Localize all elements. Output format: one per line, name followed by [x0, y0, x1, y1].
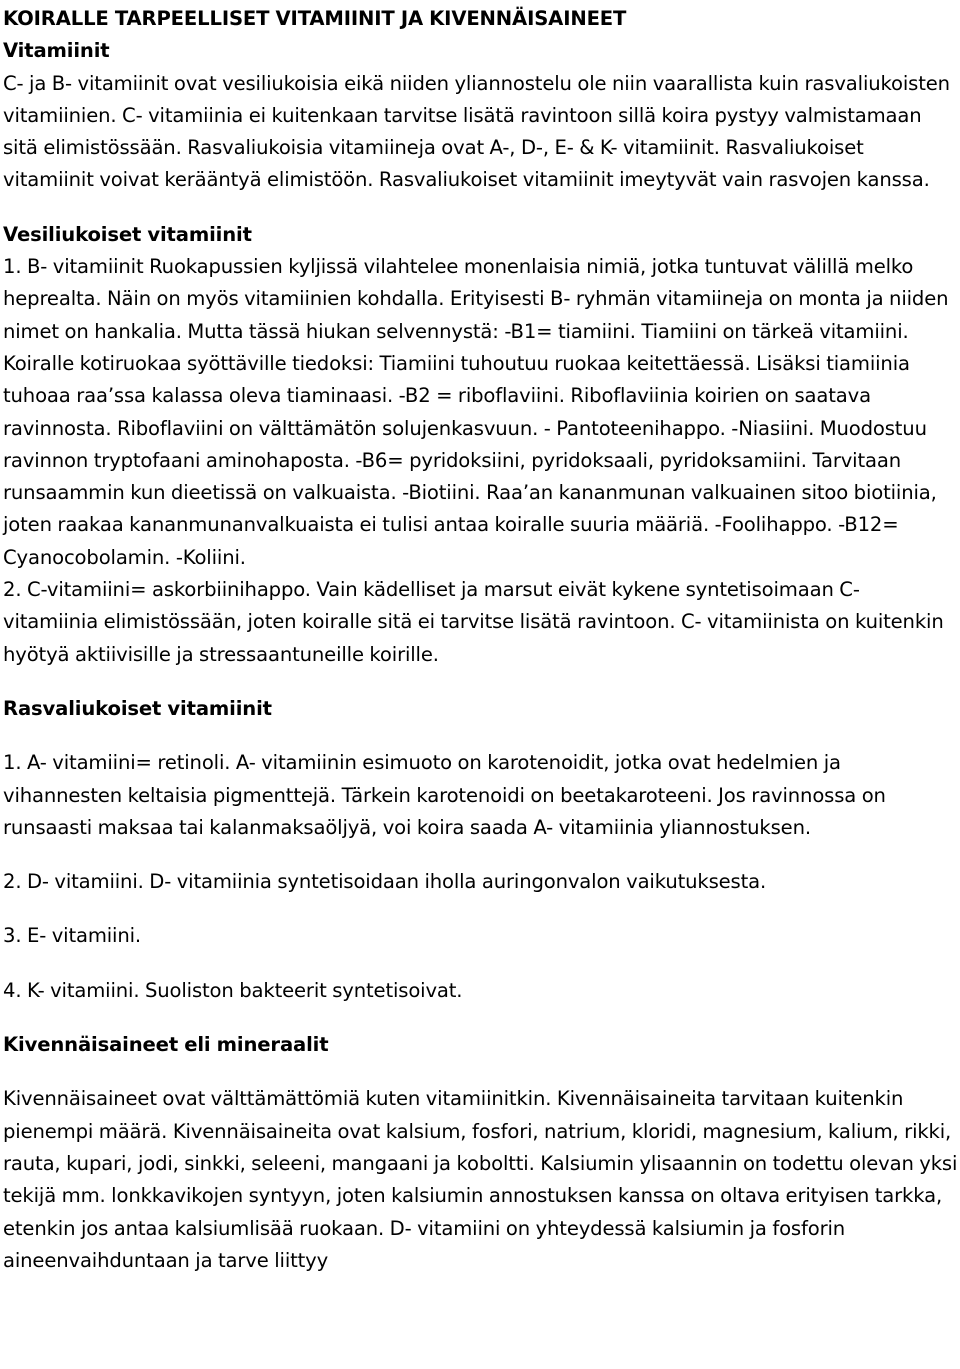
minerals-heading: Kivennäisaineet eli mineraalit — [3, 1033, 329, 1057]
fat-soluble-e-paragraph: 3. E- vitamiini. — [3, 924, 141, 948]
fat-soluble-k-paragraph: 4. K- vitamiini. Suoliston bakteerit syntetisoivat. — [3, 978, 463, 1002]
vitamins-heading: Vitamiinit — [3, 39, 110, 63]
document-title: KOIRALLE TARPEELLISET VITAMIINIT JA KIVENNÄISAINEET — [3, 7, 627, 30]
water-soluble-b-paragraph: 1. B- vitamiinit Ruokapussien kyljissä vilahtelee monenlaisia nimiä, jotka tuntuvat välillä melko heprealta. Näin on myös vitamiinien kohdalla. Erityisesti B- ryhmän vitamiineja on monta ja niiden nimet on hankalia. Mutta tässä hiukan selvennystä: -B1= tiamiini. Tiamiini on tärkeä vitamiini. Koiralle kotiruokaa syöttäville tiedoksi: Tiamiini tuhoutuu ruokaa keitettäessä. Lisäksi tiamiinia tuhoaa raa’ssa kalassa oleva tiaminaasi. -B2 = riboflaviini. Riboflaviinia koirien on saatava ravinnosta. Riboflaviini on välttämätön solujenkasvuun. - Pantoteenihappo. -Niasiini. Muodostuu ravinnon tryptofaani aminohaposta. -B6= pyridoksiini, pyridoksaali, pyridoksamiini. Tarvitaan runsaammin kun dieetissä on valkuaista. -Biotiini. Raa’an kananmunan valkuainen sitoo biotiinia, joten raakaa kananmunanvalkuaista ei tulisi antaa koiralle suuria määriä. -Foolihappo. -B12= Cyanocobolamin. -Koliini. — [3, 255, 949, 569]
fat-soluble-d-paragraph: 2. D- vitamiini. D- vitamiinia syntetisoidaan iholla auringonvalon vaikutuksesta. — [3, 870, 767, 894]
fat-soluble-a-paragraph: 1. A- vitamiini= retinoli. A- vitamiinin esimuoto on karotenoidit, jotka ovat hedelmien ja vihannesten keltaisia pigmenttejä. Tärkein karotenoidi on beetakaroteeni. Jos ravinnossa on runsaasti maksaa tai kalanmaksaöljyä, voi koira saada A- vitamiinia yliannostuksen. — [3, 751, 886, 839]
water-soluble-c-paragraph: 2. C-vitamiini= askorbiinihappo. Vain kädelliset ja marsut eivät kykene syntetisoimaan C- vitamiinia elimistössään, joten koiralle sitä ei tarvitse lisätä ravintoon. C- vitamiinista on kuitenkin hyötyä aktiivisille ja stressaantuneille koirille. — [3, 578, 944, 666]
vitamins-intro-paragraph: C- ja B- vitamiinit ovat vesiliukoisia eikä niiden yliannostelu ole niin vaarallista kuin rasvaliukoisten vitamiinien. C- vitamiinia ei kuitenkaan tarvitse lisätä ravintoon sillä koira pystyy valmistamaan sitä elimistössään. Rasvaliukoisia vitamiineja ovat A-, D-, E- & K- vitamiinit. Rasvaliukoiset vitamiinit voivat kerääntyä elimistöön. Rasvaliukoiset vitamiinit imeytyvät vain rasvojen kanssa. — [3, 71, 950, 192]
fat-soluble-heading: Rasvaliukoiset vitamiinit — [3, 696, 272, 720]
water-soluble-heading: Vesiliukoiset vitamiinit — [3, 222, 252, 246]
minerals-paragraph: Kivennäisaineet ovat välttämättömiä kuten vitamiinitkin. Kivennäisaineita tarvitaan kuitenkin pienempi määrä. Kivennäisaineita ovat kalsium, fosfori, natrium, kloridi, magnesium, kalium, rikki, rauta, kupari, jodi, sinkki, seleeni, mangaani ja koboltti. Kalsiumin ylisaannin on todettu olevan yksi tekijä mm. lonkkavikojen syntyyn, joten kalsiumin annostuksen kanssa on oltava erityisen tarkka, etenkin jos antaa kalsiumlisää ruokaan. D- vitamiini on yhteydessä kalsiumin ja fosforin aineenvaihduntaan ja tarve liittyy — [3, 1087, 958, 1272]
document-page — [3, 3, 958, 1277]
